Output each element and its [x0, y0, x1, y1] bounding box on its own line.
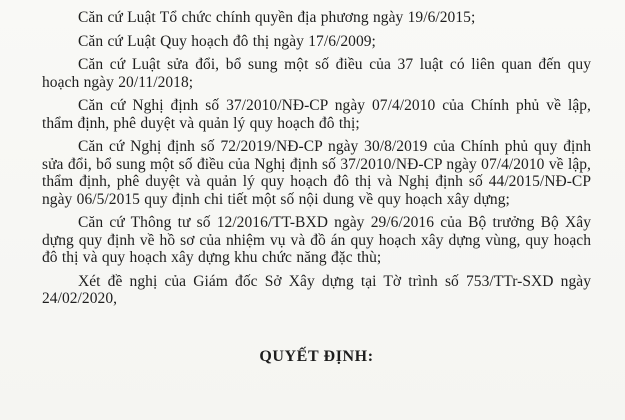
legal-basis-paragraph-2: Căn cứ Luật Quy hoạch đô thị ngày 17/6/2009; — [78, 32, 376, 50]
proposal-paragraph: Xét đề nghị của Giám đốc Sở Xây dựng tại Tờ trình số 753/TTr-SXD ngày 24/02/2020, — [42, 272, 591, 307]
legal-basis-paragraph-3: Căn cứ Luật sửa đổi, bổ sung một số điều của 37 luật có liên quan đến quy hoạch ngày 20/11/2018; — [42, 56, 591, 91]
decision-heading: QUYẾT ĐỊNH: — [259, 347, 374, 365]
legal-basis-paragraph-5: Căn cứ Nghị định số 72/2019/NĐ-CP ngày 30/8/2019 của Chính phủ quy định sửa đổi, bổ sung một số điều của Nghị định số 37/2010/NĐ-CP ngày 07/4/2010 về lập, thẩm định, phê duyệt và quản lý quy hoạch đô thị và Nghị định số 44/2015/NĐ-CP ngày 06/5/2015 quy định chi tiết một số nội dung về quy hoạch xây dựng; — [42, 138, 591, 208]
legal-basis-paragraph-1: Căn cứ Luật Tổ chức chính quyền địa phương ngày 19/6/2015; — [78, 9, 476, 26]
legal-basis-paragraph-6: Căn cứ Thông tư số 12/2016/TT-BXD ngày 29/6/2016 của Bộ trưởng Bộ Xây dựng quy định về hồ sơ của nhiệm vụ và đồ án quy hoạch xây dựng vùng, quy hoạch đô thị và quy hoạch xây dựng khu chức năng đặc thù; — [42, 214, 591, 266]
legal-basis-paragraph-4: Căn cứ Nghị định số 37/2010/NĐ-CP ngày 07/4/2010 của Chính phủ về lập, thẩm định, phê duyệt và quản lý quy hoạch đô thị; — [42, 97, 591, 132]
